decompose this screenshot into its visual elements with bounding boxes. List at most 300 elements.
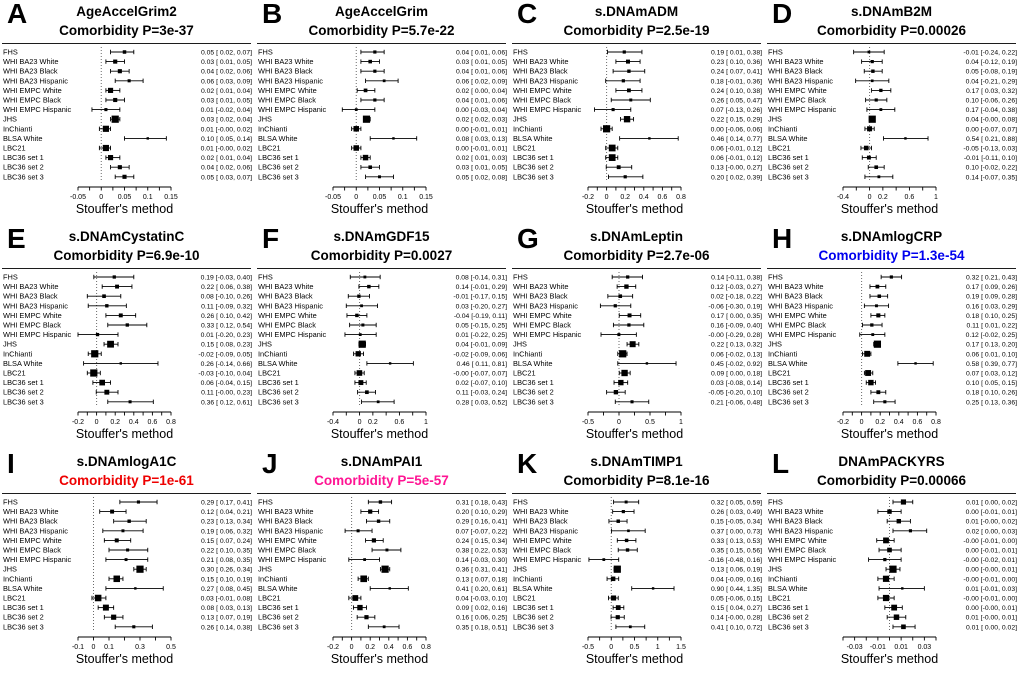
estimate-ci-label: 0.04 [-0.00, 0.08] xyxy=(965,116,1017,124)
point-estimate-marker xyxy=(353,126,359,132)
point-estimate-marker xyxy=(870,323,873,326)
point-estimate-marker xyxy=(618,294,622,298)
study-label: InChianti xyxy=(513,349,543,359)
estimate-ci-label: 0.10 [ 0.05, 0.14] xyxy=(200,135,252,143)
estimate-ci-label: 0.16 [ 0.06, 0.25] xyxy=(455,614,507,622)
panel-subtitle: Comorbidity P=2.7e-06 xyxy=(563,248,710,263)
forest-plot xyxy=(255,269,510,449)
x-axis-title: Stouffer's method xyxy=(840,652,939,666)
panel-header xyxy=(2,225,251,269)
point-estimate-marker xyxy=(627,70,630,73)
estimate-ci-label: 0.01 [ 0.00, 0.02] xyxy=(965,499,1017,507)
point-estimate-marker xyxy=(897,519,901,523)
panel-header xyxy=(767,450,1016,494)
estimate-ci-label: 0.29 [ 0.17, 0.41] xyxy=(200,499,252,507)
study-label: BLSA White xyxy=(3,358,43,368)
point-estimate-marker xyxy=(90,369,97,376)
panel-header xyxy=(2,0,251,44)
x-axis-title: Stouffer's method xyxy=(330,202,429,216)
x-tick-label: -0.4 xyxy=(836,194,850,201)
point-estimate-marker xyxy=(363,276,366,279)
estimate-ci-label: -0.00 [-0.02, 0.01] xyxy=(963,557,1017,565)
estimate-ci-label: 0.26 [ 0.05, 0.47] xyxy=(710,97,762,105)
point-estimate-marker xyxy=(134,587,136,589)
x-tick-label: 0.4 xyxy=(893,419,904,426)
point-estimate-marker xyxy=(115,285,119,289)
point-estimate-marker xyxy=(875,98,878,101)
study-label: WHI BA23 Hispanic xyxy=(3,76,68,86)
study-label: FHS xyxy=(258,497,273,507)
estimate-ci-label: 0.03 [ 0.02, 0.04] xyxy=(200,116,252,124)
study-label: FHS xyxy=(768,272,783,282)
estimate-ci-label: 0.10 [-0.06, 0.26] xyxy=(965,97,1017,105)
study-label: FHS xyxy=(513,47,528,57)
point-estimate-marker xyxy=(368,165,372,169)
study-label: LBC36 set 3 xyxy=(513,397,554,407)
study-label: LBC36 set 3 xyxy=(258,622,299,632)
estimate-ci-label: 0.18 [-0.01, 0.36] xyxy=(710,78,762,86)
x-tick-label: 0.4 xyxy=(128,419,139,426)
study-label: LBC36 set 1 xyxy=(258,378,299,388)
estimate-ci-label: 0.01 [-0.02, 0.04] xyxy=(200,107,252,115)
x-tick-label: -0.05 xyxy=(325,194,341,201)
estimate-ci-label: 0.00 [-0.06, 0.06] xyxy=(710,126,762,134)
estimate-ci-label: 0.02 [-0.07, 0.10] xyxy=(455,380,507,388)
estimate-ci-label: 0.01 [-0.00, 0.01] xyxy=(965,614,1017,622)
panel-subtitle: Comorbidity P=6.9e-10 xyxy=(53,248,200,263)
x-tick-label: -0.4 xyxy=(326,419,340,426)
study-label: FHS xyxy=(3,272,18,282)
study-label: LBC36 set 2 xyxy=(3,387,44,397)
study-label: WHI EMPC Hispanic xyxy=(513,555,582,565)
point-estimate-marker xyxy=(901,624,906,629)
forest-panel-L xyxy=(765,450,1020,674)
point-estimate-marker xyxy=(377,520,380,523)
estimate-ci-label: 0.46 [ 0.14, 0.77] xyxy=(710,135,762,143)
forest-panel-B xyxy=(255,0,510,225)
study-label: LBC36 set 1 xyxy=(3,378,44,388)
point-estimate-marker xyxy=(630,400,633,403)
point-estimate-marker xyxy=(868,380,873,385)
estimate-ci-label: 0.03 [ 0.01, 0.05] xyxy=(455,164,507,172)
estimate-ci-label: 0.17 [ 0.09, 0.26] xyxy=(965,284,1017,292)
study-label: WHI EMPC Hispanic xyxy=(258,555,327,565)
forest-panel-F xyxy=(255,225,510,450)
study-label: JHS xyxy=(513,114,527,124)
estimate-ci-label: 0.07 [-0.07, 0.22] xyxy=(455,528,507,536)
panel-title: AgeAccelGrim2 xyxy=(76,4,177,19)
panel-header xyxy=(512,225,761,269)
estimate-ci-label: 0.19 [ 0.06, 0.32] xyxy=(200,528,252,536)
point-estimate-marker xyxy=(147,137,149,139)
point-estimate-marker xyxy=(104,108,107,111)
x-tick-label: 0.6 xyxy=(147,419,158,426)
x-tick-label: -0.2 xyxy=(836,419,850,426)
estimate-ci-label: 0.00 [-0.01, 0.01] xyxy=(965,547,1017,555)
point-estimate-marker xyxy=(891,605,897,611)
point-estimate-marker xyxy=(363,116,370,123)
estimate-ci-label: 0.27 [ 0.08, 0.45] xyxy=(200,585,252,593)
estimate-ci-label: 0.12 [ 0.04, 0.21] xyxy=(200,509,252,517)
x-tick-label: 0.6 xyxy=(402,644,413,651)
estimate-ci-label: 0.12 [-0.02, 0.25] xyxy=(965,332,1017,340)
panel-title: s.DNAmLeptin xyxy=(589,229,683,244)
x-axis-title: Stouffer's method xyxy=(330,427,429,441)
panel-title: s.DNAmTIMP1 xyxy=(590,454,683,469)
x-axis-title: Stouffer's method xyxy=(330,652,429,666)
point-estimate-marker xyxy=(624,284,628,288)
estimate-ci-label: 0.32 [ 0.05, 0.59] xyxy=(710,499,762,507)
estimate-ci-label: 0.19 [ 0.01, 0.38] xyxy=(710,49,762,57)
estimate-ci-label: 0.35 [ 0.15, 0.56] xyxy=(710,547,762,555)
x-tick-label: 1.5 xyxy=(676,644,686,651)
estimate-ci-label: 0.24 [ 0.15, 0.34] xyxy=(455,537,507,545)
study-label: LBC36 set 3 xyxy=(768,172,809,182)
study-label: LBC36 set 1 xyxy=(768,378,809,388)
point-estimate-marker xyxy=(95,595,102,602)
forest-plot xyxy=(765,44,1020,224)
estimate-ci-label: 0.09 [ 0.00, 0.18] xyxy=(710,370,762,378)
point-estimate-marker xyxy=(356,351,361,356)
point-estimate-marker xyxy=(883,576,889,582)
x-axis-title: Stouffer's method xyxy=(840,202,939,216)
study-label: WHI BA23 Hispanic xyxy=(768,526,833,536)
forest-panel-I xyxy=(0,450,255,674)
panel-title: s.DNAmPAI1 xyxy=(340,454,423,469)
point-estimate-marker xyxy=(107,341,114,348)
point-estimate-marker xyxy=(871,79,874,82)
study-label: LBC36 set 3 xyxy=(3,622,44,632)
panel-subtitle: Comorbidity P=2.5e-19 xyxy=(563,23,710,38)
point-estimate-marker xyxy=(617,333,620,336)
panel-letter: I xyxy=(7,450,15,479)
point-estimate-marker xyxy=(626,275,629,278)
point-estimate-marker xyxy=(359,341,366,348)
study-label: BLSA White xyxy=(3,583,43,593)
study-label: FHS xyxy=(3,497,18,507)
point-estimate-marker xyxy=(629,625,632,628)
point-estimate-marker xyxy=(373,98,376,101)
x-tick-label: 0.3 xyxy=(135,644,145,651)
panel-header xyxy=(257,450,506,494)
panel-title: s.DNAmCystatinC xyxy=(68,229,185,244)
x-tick-label: 0 xyxy=(609,644,614,651)
point-estimate-marker xyxy=(626,60,630,64)
estimate-ci-label: 0.54 [ 0.21, 0.88] xyxy=(965,135,1017,143)
study-label: WHI EMPC Black xyxy=(768,320,826,330)
point-estimate-marker xyxy=(126,323,129,326)
estimate-ci-label: 0.00 [-0.01, 0.01] xyxy=(965,509,1017,517)
study-label: FHS xyxy=(768,47,783,57)
point-estimate-marker xyxy=(883,537,889,543)
point-estimate-marker xyxy=(379,500,382,503)
point-estimate-marker xyxy=(352,595,358,601)
study-label: LBC21 xyxy=(258,143,281,153)
estimate-ci-label: 0.14 [-0.01, 0.29] xyxy=(455,284,507,292)
estimate-ci-label: 0.04 [-0.03, 0.10] xyxy=(455,595,507,603)
estimate-ci-label: 0.13 [ 0.07, 0.18] xyxy=(455,576,507,584)
x-axis-title: Stouffer's method xyxy=(840,427,939,441)
study-label: WHI EMPC Black xyxy=(3,545,61,555)
estimate-ci-label: 0.00 [-0.01, 0.01] xyxy=(455,126,507,134)
x-tick-label: 1 xyxy=(679,419,683,426)
point-estimate-marker xyxy=(361,324,364,327)
estimate-ci-label: 0.26 [ 0.03, 0.49] xyxy=(710,509,762,517)
point-estimate-marker xyxy=(871,69,874,72)
x-tick-label: 0 xyxy=(354,194,359,201)
point-estimate-marker xyxy=(136,566,143,573)
forest-panel-A xyxy=(0,0,255,225)
point-estimate-marker xyxy=(619,350,626,357)
estimate-ci-label: 0.01 [-0.20, 0.23] xyxy=(200,332,252,340)
study-label: LBC36 set 1 xyxy=(513,603,554,613)
point-estimate-marker xyxy=(115,538,119,542)
estimate-ci-label: 0.06 [ 0.02, 0.09] xyxy=(455,78,507,86)
estimate-ci-label: -0.16 [-0.48, 0.16] xyxy=(708,557,762,565)
estimate-ci-label: 0.35 [ 0.18, 0.51] xyxy=(455,624,507,632)
x-tick-label: 0 xyxy=(617,419,621,426)
panel-letter: K xyxy=(517,450,538,479)
forest-plot xyxy=(0,44,255,224)
estimate-ci-label: 0.21 [ 0.08, 0.35] xyxy=(200,557,252,565)
forest-plot xyxy=(510,494,765,674)
estimate-ci-label: 0.25 [ 0.13, 0.36] xyxy=(965,399,1017,407)
study-label: WHI BA23 White xyxy=(513,57,569,67)
estimate-ci-label: 0.02 [ 0.02, 0.03] xyxy=(455,116,507,124)
estimate-ci-label: 0.02 [ 0.00, 0.04] xyxy=(455,87,507,95)
study-label: WHI EMPC Hispanic xyxy=(768,330,837,340)
study-label: InChianti xyxy=(768,124,798,134)
x-tick-label: -0.5 xyxy=(581,644,595,651)
study-label: LBC21 xyxy=(3,593,26,603)
x-tick-label: 0.4 xyxy=(383,644,394,651)
forest-plot xyxy=(255,494,510,674)
estimate-ci-label: 0.10 [-0.02, 0.22] xyxy=(965,164,1017,172)
estimate-ci-label: 0.00 [-0.00, 0.01] xyxy=(965,566,1017,574)
point-estimate-marker xyxy=(652,587,654,589)
study-label: WHI BA23 White xyxy=(768,57,824,67)
point-estimate-marker xyxy=(110,510,114,514)
study-label: InChianti xyxy=(3,349,33,359)
study-label: JHS xyxy=(258,564,272,574)
estimate-ci-label: 0.02 [ 0.00, 0.03] xyxy=(965,528,1017,536)
x-tick-label: 0.1 xyxy=(142,194,153,201)
estimate-ci-label: 0.14 [-0.00, 0.28] xyxy=(710,614,762,622)
estimate-ci-label: 0.11 [-0.03, 0.24] xyxy=(456,389,507,397)
point-estimate-marker xyxy=(876,285,880,289)
estimate-ci-label: 0.04 [ 0.02, 0.06] xyxy=(200,164,252,172)
estimate-ci-label: 0.11 [ 0.01, 0.22] xyxy=(966,322,1017,330)
study-label: WHI BA23 Black xyxy=(258,291,313,301)
estimate-ci-label: 0.04 [ 0.01, 0.06] xyxy=(455,97,507,105)
point-estimate-marker xyxy=(119,313,123,317)
estimate-ci-label: 0.07 [ 0.03, 0.12] xyxy=(965,370,1017,378)
forest-panel-E xyxy=(0,225,255,450)
panel-subtitle: Comorbidity P=0.00066 xyxy=(817,473,966,488)
x-tick-label: 1 xyxy=(655,644,660,651)
estimate-ci-label: 0.14 [-0.03, 0.30] xyxy=(455,557,507,565)
point-estimate-marker xyxy=(364,615,368,619)
estimate-ci-label: 0.09 [ 0.02, 0.16] xyxy=(455,605,507,613)
study-label: WHI EMPC White xyxy=(3,535,62,545)
study-label: WHI BA23 White xyxy=(258,57,314,67)
x-tick-label: 0 xyxy=(99,194,104,201)
study-label: WHI BA23 Black xyxy=(768,291,823,301)
study-label: WHI BA23 White xyxy=(513,507,569,517)
point-estimate-marker xyxy=(103,126,109,132)
study-label: BLSA White xyxy=(768,583,808,593)
estimate-ci-label: 0.00 [-0.00, 0.01] xyxy=(965,605,1017,613)
point-estimate-marker xyxy=(364,89,368,93)
x-tick-label: 0.5 xyxy=(166,644,176,651)
x-tick-label: 0.8 xyxy=(931,419,941,426)
x-tick-label: 0.05 xyxy=(372,194,387,201)
study-label: WHI EMPC Black xyxy=(258,320,316,330)
study-label: InChianti xyxy=(768,349,798,359)
estimate-ci-label: 0.06 [ 0.03, 0.09] xyxy=(200,78,252,86)
estimate-ci-label: 0.28 [ 0.03, 0.52] xyxy=(455,399,507,407)
estimate-ci-label: 0.08 [ 0.03, 0.13] xyxy=(455,135,507,143)
panel-subtitle: Comorbidity P=5e-57 xyxy=(314,473,449,488)
estimate-ci-label: 0.31 [ 0.18, 0.43] xyxy=(455,499,507,507)
x-tick-label: -0.03 xyxy=(846,644,863,651)
point-estimate-marker xyxy=(614,304,617,307)
estimate-ci-label: -0.02 [-0.09, 0.05] xyxy=(198,351,252,359)
estimate-ci-label: 0.26 [-0.14, 0.66] xyxy=(200,360,252,368)
x-tick-label: 0.4 xyxy=(638,194,649,201)
study-label: BLSA White xyxy=(258,133,298,143)
estimate-ci-label: 0.07 [-0.13, 0.26] xyxy=(710,107,762,115)
point-estimate-marker xyxy=(883,558,886,561)
study-label: InChianti xyxy=(258,349,288,359)
study-label: WHI BA23 Hispanic xyxy=(258,76,323,86)
study-label: WHI BA23 Hispanic xyxy=(3,301,68,311)
panel-letter: G xyxy=(517,225,539,254)
point-estimate-marker xyxy=(624,116,630,122)
estimate-ci-label: 0.20 [ 0.02, 0.39] xyxy=(710,174,762,182)
x-tick-label: 0.2 xyxy=(365,644,376,651)
study-label: LBC21 xyxy=(3,143,26,153)
forest-plot xyxy=(0,269,255,449)
forest-panel-J xyxy=(255,450,510,674)
study-label: BLSA White xyxy=(3,133,43,143)
panel-header xyxy=(257,225,506,269)
x-axis-title: Stouffer's method xyxy=(75,202,174,216)
point-estimate-marker xyxy=(887,509,891,513)
point-estimate-marker xyxy=(627,88,631,92)
point-estimate-marker xyxy=(132,625,135,628)
point-estimate-marker xyxy=(385,549,388,552)
point-estimate-marker xyxy=(602,558,605,561)
study-label: LBC21 xyxy=(3,368,26,378)
point-estimate-marker xyxy=(894,614,899,619)
study-label: InChianti xyxy=(3,124,33,134)
study-label: InChianti xyxy=(513,574,543,584)
study-label: WHI EMPC White xyxy=(258,85,317,95)
study-label: WHI EMPC Black xyxy=(3,95,61,105)
study-label: LBC36 set 1 xyxy=(258,153,299,163)
estimate-ci-label: 0.32 [ 0.21, 0.43] xyxy=(965,274,1017,282)
study-label: WHI EMPC Black xyxy=(258,545,316,555)
point-estimate-marker xyxy=(887,548,892,553)
estimate-ci-label: -0.00 [-0.29, 0.28] xyxy=(708,332,762,340)
study-label: LBC36 set 2 xyxy=(768,387,809,397)
x-axis-title: Stouffer's method xyxy=(75,427,174,441)
point-estimate-marker xyxy=(389,587,391,589)
estimate-ci-label: 0.13 [-0.00, 0.27] xyxy=(710,164,762,172)
estimate-ci-label: -0.03 [-0.10, 0.04] xyxy=(198,370,252,378)
study-label: LBC36 set 2 xyxy=(768,612,809,622)
point-estimate-marker xyxy=(359,333,362,336)
estimate-ci-label: 0.22 [ 0.06, 0.38] xyxy=(200,284,252,292)
point-estimate-marker xyxy=(864,146,869,151)
study-label: BLSA White xyxy=(258,583,298,593)
x-tick-label: -0.5 xyxy=(581,419,595,426)
x-tick-label: 0.1 xyxy=(104,644,114,651)
study-label: FHS xyxy=(513,272,528,282)
estimate-ci-label: 0.10 [ 0.05, 0.15] xyxy=(965,380,1017,388)
point-estimate-marker xyxy=(904,137,906,139)
x-tick-label: 0.03 xyxy=(917,644,932,651)
estimate-ci-label: 0.17 [ 0.03, 0.32] xyxy=(965,87,1017,95)
study-label: WHI EMPC Hispanic xyxy=(3,105,72,115)
estimate-ci-label: 0.05 [ 0.02, 0.07] xyxy=(200,49,252,57)
point-estimate-marker xyxy=(373,50,376,53)
point-estimate-marker xyxy=(867,156,871,160)
study-label: FHS xyxy=(258,47,273,57)
estimate-ci-label: 0.17 [-0.04, 0.38] xyxy=(965,107,1017,115)
point-estimate-marker xyxy=(120,362,122,364)
point-estimate-marker xyxy=(137,500,140,503)
point-estimate-marker xyxy=(372,538,376,542)
forest-plot xyxy=(0,494,255,674)
point-estimate-marker xyxy=(865,370,871,376)
estimate-ci-label: 0.02 [ 0.01, 0.04] xyxy=(200,155,252,163)
point-estimate-marker xyxy=(622,510,625,513)
study-label: WHI BA23 White xyxy=(768,282,824,292)
point-estimate-marker xyxy=(104,390,109,395)
study-label: JHS xyxy=(258,339,272,349)
x-tick-label: 0.8 xyxy=(676,194,686,201)
point-estimate-marker xyxy=(616,605,621,610)
study-label: WHI EMPC Hispanic xyxy=(258,330,327,340)
panel-header xyxy=(2,450,251,494)
point-estimate-marker xyxy=(118,165,122,169)
estimate-ci-label: 0.04 [ 0.02, 0.06] xyxy=(200,68,252,76)
study-label: LBC21 xyxy=(768,593,791,603)
point-estimate-marker xyxy=(96,333,99,336)
point-estimate-marker xyxy=(628,313,632,317)
study-label: WHI EMPC White xyxy=(513,535,572,545)
point-estimate-marker xyxy=(627,529,630,532)
estimate-ci-label: 0.05 [ 0.03, 0.07] xyxy=(200,174,252,182)
point-estimate-marker xyxy=(357,370,363,376)
estimate-ci-label: 0.33 [ 0.12, 0.54] xyxy=(200,322,252,330)
forest-plot xyxy=(765,269,1020,449)
estimate-ci-label: 0.08 [ 0.03, 0.13] xyxy=(200,605,252,613)
point-estimate-marker xyxy=(353,145,359,151)
point-estimate-marker xyxy=(105,304,108,307)
point-estimate-marker xyxy=(373,70,376,73)
study-label: WHI BA23 White xyxy=(258,507,314,517)
point-estimate-marker xyxy=(108,88,113,93)
study-label: WHI BA23 Hispanic xyxy=(258,526,323,536)
point-estimate-marker xyxy=(909,529,912,532)
point-estimate-marker xyxy=(113,98,117,102)
study-label: LBC36 set 2 xyxy=(513,612,554,622)
study-label: LBC36 set 3 xyxy=(3,397,44,407)
study-label: JHS xyxy=(513,339,527,349)
